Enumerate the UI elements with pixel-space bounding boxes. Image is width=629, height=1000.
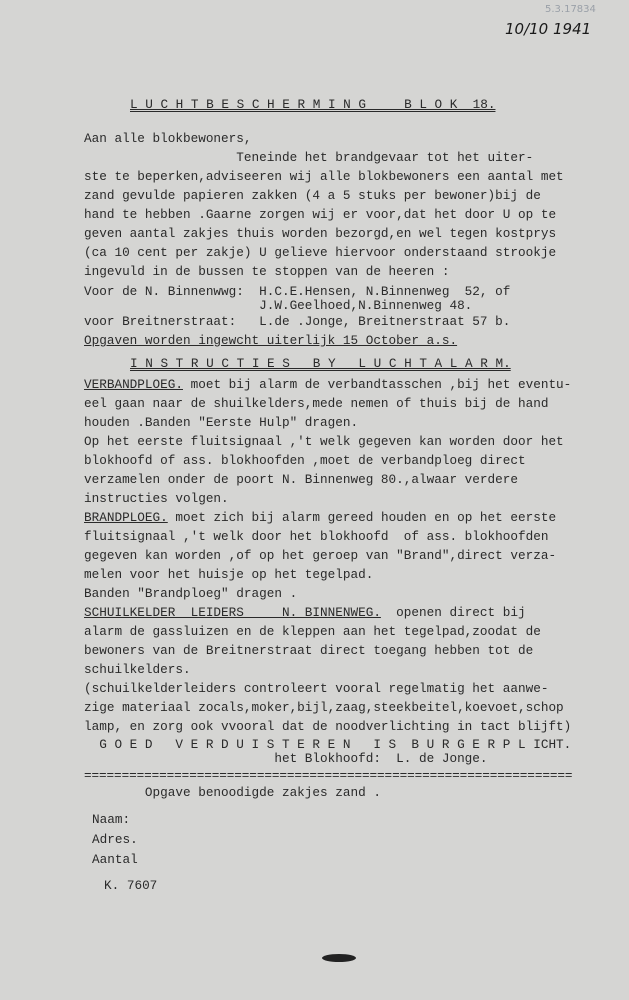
separator-line: ================================================================= — [84, 768, 573, 783]
text-line: Op het eerste fluitsignaal ,'t welk gegeven kan worden door het — [84, 434, 564, 449]
text-line: moet zich bij alarm gereed houden en op het eerste — [167, 510, 557, 525]
text-line: geven aantal zakjes thuis worden bezorgd,en wel tegen kostprys — [84, 226, 557, 241]
reference-number: K. 7607 — [104, 878, 158, 893]
text-line: bewoners van de Breitnerstraat direct toegang hebben tot de — [84, 643, 534, 658]
field-adres: Adres. — [92, 832, 138, 847]
section-label: VERBANDPLOEG. — [84, 377, 183, 392]
form-title: Opgave benoodigde zakjes zand . — [84, 785, 381, 800]
text-line: instructies volgen. — [84, 491, 229, 506]
document-title: L U C H T B E S C H E R M I N G B L O K 18. — [130, 97, 496, 112]
text-line: moet bij alarm de verbandtasschen ,bij het eventu- — [182, 377, 572, 392]
text-line: voor Breitnerstraat: L.de .Jonge, Breitnerstraat 57 b. — [84, 314, 511, 329]
text-line: openen direct bij — [380, 605, 526, 620]
greeting: Aan alle blokbewoners, — [84, 131, 252, 146]
ink-blot — [322, 954, 356, 962]
text-line: verzamelen onder de poort N. Binnenweg 80.,alwaar verdere — [84, 472, 518, 487]
signature: het Blokhoofd: L. de Jonge. — [84, 751, 488, 766]
text-line: J.W.Geelhoed,N.Binnenweg 48. — [84, 298, 473, 313]
text-line: gegeven kan worden ,of op het geroep van "Brand",direct verza- — [84, 548, 557, 563]
archive-stamp-number: 5.3.17834 — [545, 4, 596, 15]
field-naam: Naam: — [92, 812, 131, 827]
section-label: SCHUILKELDER LEIDERS N. BINNENWEG. — [84, 605, 381, 620]
slogan: G O E D V E R D U I S T E R E N I S B U R G E R P L ICHT. — [84, 737, 572, 752]
text-line: schuilkelders. — [84, 662, 191, 677]
text-line: fluitsignaal ,'t welk door het blokhoofd of ass. blokhoofden — [84, 529, 549, 544]
deadline-notice: Opgaven worden ingewcht uiterlijk 15 October a.s. — [84, 333, 458, 348]
text-line: zand gevulde papieren zakken (4 a 5 stuks per bewoner)bij de — [84, 188, 541, 203]
text-line: blokhoofd of ass. blokhoofden ,moet de verbandploeg direct — [84, 453, 526, 468]
text-line: alarm de gassluizen en de kleppen aan het tegelpad,zoodat de — [84, 624, 541, 639]
text-line: (schuilkelderleiders controleert vooral regelmatig het aanwe- — [84, 681, 549, 696]
text-line: zige materiaal zocals,moker,bijl,zaag,steekbeitel,koevoet,schop — [84, 700, 564, 715]
text-line: lamp, en zorg ook vvooral dat de noodverlichting in tact blijft) — [84, 719, 572, 734]
text-line: ste te beperken,adviseeren wij alle blokbewoners een aantal met — [84, 169, 564, 184]
text-line: Voor de N. Binnenwwg: H.C.E.Hensen, N.Binnenweg 52, of — [84, 284, 511, 299]
section-label: BRANDPLOEG. — [84, 510, 168, 525]
text-line: Banden "Brandploeg" dragen . — [84, 586, 298, 601]
field-aantal: Aantal — [92, 852, 138, 867]
instructions-title: I N S T R U C T I E S B Y L U C H T A L A R M. — [130, 356, 511, 371]
text-line: eel gaan naar de shuilkelders,mede nemen of thuis bij de hand — [84, 396, 549, 411]
text-line: hand te hebben .Gaarne zorgen wij er voor,dat het door U op te — [84, 207, 557, 222]
text-line: Teneinde het brandgevaar tot het uiter- — [84, 150, 534, 165]
text-line: ingevuld in de bussen te stoppen van de heeren : — [84, 264, 450, 279]
text-line: houden .Banden "Eerste Hulp" dragen. — [84, 415, 359, 430]
handwritten-date: 10/10 1941 — [505, 20, 592, 38]
text-line: melen voor het huisje op het tegelpad. — [84, 567, 374, 582]
text-line: (ca 10 cent per zakje) U gelieve hiervoor onderstaand strookje — [84, 245, 557, 260]
